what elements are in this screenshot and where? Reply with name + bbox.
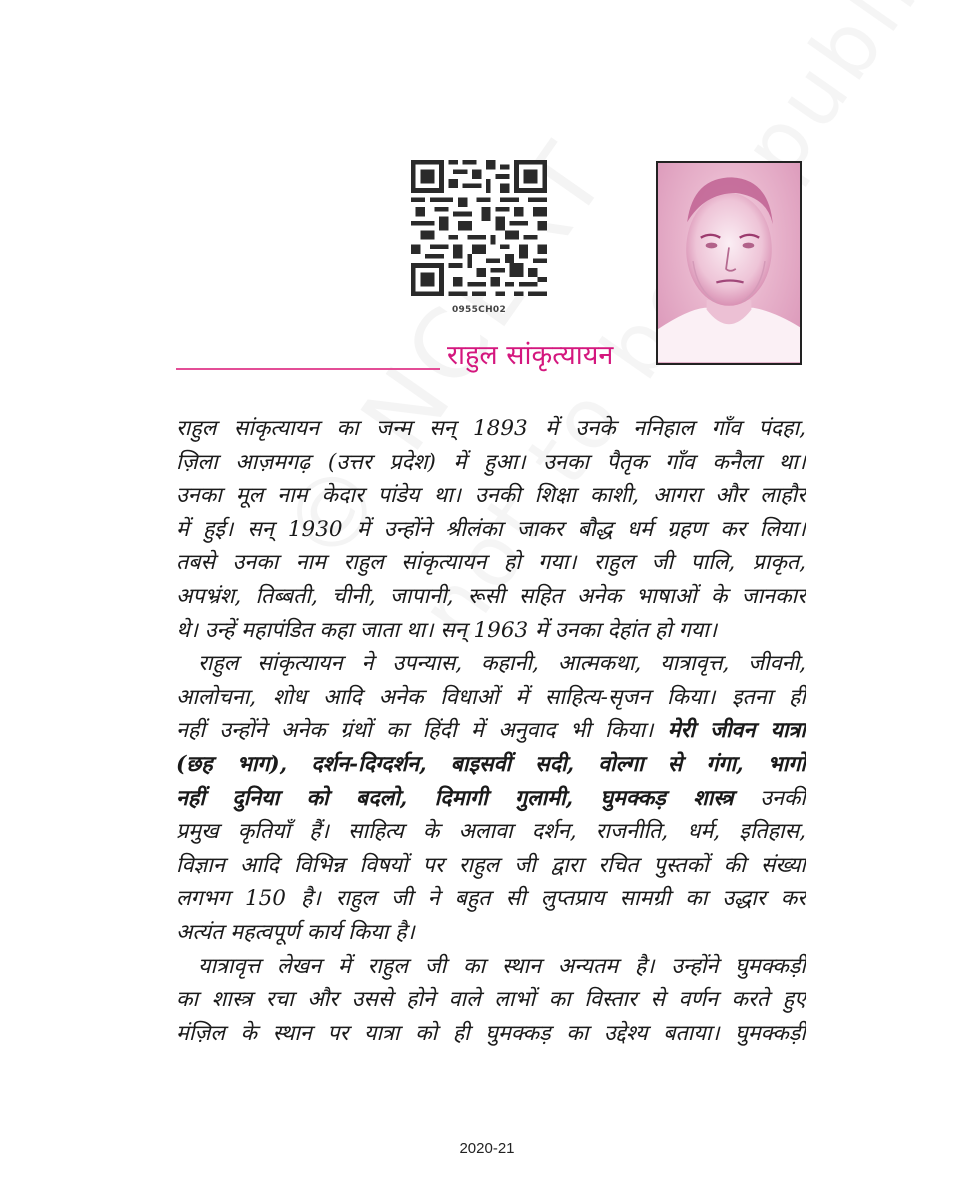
text-line: यात्रावृत्त लेखन में राहुल जी का स्थान अन्यतम है। उन्होंने घुमक्कड़ी (198, 953, 806, 979)
text-line: तबसे उनका नाम राहुल सांकृत्यायन हो गया। राहुल जी पालि, प्राकृत, (176, 550, 806, 576)
author-biography (176, 412, 806, 1050)
text-line: अपभ्रंश, तिब्बती, चीनी, जापानी, रूसी सहित अनेक भाषाओं के जानकार (176, 583, 806, 609)
text-line: विज्ञान आदि विभिन्न विषयों पर राहुल जी द्वारा रचित पुस्तकों की संख्या (176, 852, 806, 878)
text-line: ज़िला आज़मगढ़ (उत्तर प्रदेश) में हुआ। उनका पैतृक गाँव कनैला था। (176, 449, 806, 475)
text-line (176, 714, 806, 748)
page-footer-year: 2020-21 (459, 1140, 515, 1157)
text-line: आलोचना, शोध आदि अनेक विधाओं में साहित्य-सृजन किया। इतना ही (176, 684, 806, 710)
qr-code-icon (411, 160, 547, 296)
text-line: में हुई। सन् 1930 में उन्होंने श्रीलंका जाकर बौद्ध धर्म ग्रहण कर लिया। (176, 516, 806, 542)
text-line: उनका मूल नाम केदार पांडेय था। उनकी शिक्षा काशी, आगरा और लाहौर (176, 483, 806, 509)
chapter-title: राहुल सांकृत्यायन (447, 340, 614, 371)
text-plain: नहीं उन्होंने अनेक ग्रंथों का हिंदी में अनुवाद भी किया। (176, 718, 668, 744)
text-line: अत्यंत महत्वपूर्ण कार्य किया है। (176, 919, 415, 945)
text-line: मंज़िल के स्थान पर यात्रा को ही घुमक्कड़ का उद्देश्य बताया। घुमक्कड़ी (176, 1020, 806, 1046)
text-line: लगभग 150 है। राहुल जी ने बहुत सी लुप्तप्राय सामग्री का उद्धार कर (176, 886, 806, 912)
text-line: का शास्त्र रचा और उससे होने वाले लाभों का विस्तार से वर्णन करते हुए (176, 987, 806, 1013)
text-line: राहुल सांकृत्यायन ने उपन्यास, कहानी, आत्मकथा, यात्रावृत्त, जीवनी, (198, 651, 806, 677)
text-line: थे। उन्हें महापंडित कहा जाता था। सन् 1963 में उनका देहांत हो गया। (176, 617, 717, 643)
book-title: मेरी जीवन यात्रा (667, 718, 806, 744)
qr-code-label: 0955CH02 (451, 305, 507, 315)
title-rule (176, 368, 440, 370)
text-line: राहुल सांकृत्यायन का जन्म सन् 1893 में उनके ननिहाल गाँव पंदहा, (176, 416, 806, 441)
book-titles-line: (छह भाग), दर्शन-दिग्दर्शन, बाइसवीं सदी, वोल्गा से गंगा, भागो (176, 751, 806, 777)
qr-code[interactable] (411, 160, 547, 296)
text-plain: उनकी (733, 785, 806, 811)
paragraph-3 (176, 950, 806, 1051)
paragraph-2 (176, 647, 806, 949)
portrait-sketch-icon (658, 163, 800, 363)
text-line (176, 782, 806, 816)
text-line: प्रमुख कृतियाँ हैं। साहित्य के अलावा दर्शन, राजनीति, धर्म, इतिहास, (176, 819, 806, 845)
author-portrait (656, 161, 802, 365)
book-titles: नहीं दुनिया को बदलो, दिमागी गुलामी, घुमक्कड़ शास्त्र (176, 785, 734, 811)
paragraph-1 (176, 412, 806, 647)
